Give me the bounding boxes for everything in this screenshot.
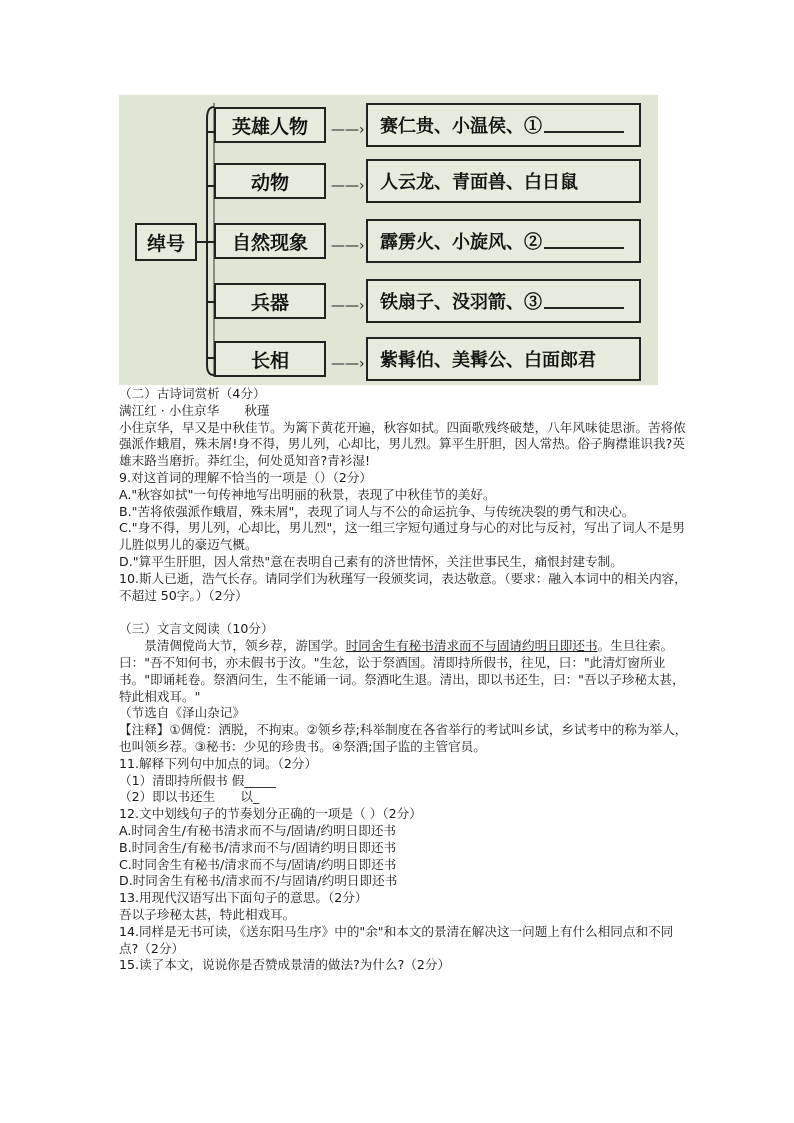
examples-nature-box [366,219,641,263]
category-animal-box: 动物 [214,163,326,199]
answer-blank[interactable]: _____ [244,772,276,788]
answer-blank[interactable]: _ [252,789,260,805]
q11-item-2 [119,789,689,806]
underlined-sentence: 时同舍生有秘书清求而不与固请约明日即还书 [345,638,598,654]
passage-lead: 景清倜傥尚大节，领乡荐，游国学。 [144,638,346,654]
option-a: A."秋容如拭"一句传神地写出明丽的秋景，表现了中秋佳节的美好。 [119,486,496,502]
category-appearance-box: 长相 [214,341,326,377]
arrow-icon: ——› [331,122,365,138]
examples-text: 人云龙、青面兽、白日鼠 [380,172,578,193]
question-9: 9.对这首词的理解不恰当的一项是（）（2分） [119,469,373,485]
category-hero-box: 英雄人物 [214,107,326,143]
exam-content [119,386,689,974]
arrow-icon: ——› [331,178,365,194]
q11-item-text: （2）即以书还生 以 [119,789,253,805]
passage-source: （节选自《泽山杂记》 [119,705,245,721]
question-13: 13.用现代汉语写出下面句子的意思。（2分） [119,890,368,906]
examples-text: 紫髯伯、美髯公、白面郎君 [380,350,596,371]
examples-text: 铁扇子、没羽箭、③ [380,292,542,313]
examples-animal-box [366,159,641,203]
notes [119,722,689,756]
option-c: C."身不得，男儿列，心却比，男儿烈"，这一组三字短句通过身与心的对比与反衬，写出了词人不是男儿胜似男儿的豪迈气概。 [119,520,685,553]
question-11: 11.解释下列句中加点的词。（2分） [119,755,318,771]
question-14: 14.同样是无书可读，《送东阳马生序》中的"余"和本文的景清在解决这一问题上有什么相同点和不同点?（2分） [119,923,674,956]
section-heading: （二）古诗词赏析（4分） [119,386,266,401]
category-weapon-box: 兵器 [214,283,326,319]
answer-blank-2[interactable] [544,233,624,249]
question-12: 12.文中划线句子的节奏划分正确的一项是（ ）（2分） [119,806,422,822]
poem-title: 满江红 · 小住京华 秋瑾 [119,402,270,418]
examples-weapon-box [366,279,641,323]
q12-option-c: C.时同舍生有秘书/清求而不与/固请/约明日即还书 [119,856,397,872]
examples-text: 赛仁贵、小温侯、① [380,116,542,137]
arrow-icon: ——› [331,298,365,314]
examples-appearance-box [366,337,641,381]
answer-blank-1[interactable] [544,117,624,133]
q11-item-text: （1）清即持所假书 假 [119,772,245,788]
q12-option-b: B.时同舍生/有秘书/清求而不与/固请约明日即还书 [119,839,397,855]
q12-option-a: A.时同舍生/有秘书清求而不与/固请/约明日即还书 [119,822,397,838]
q12-option-d: D.时同舍生有秘书/清求而不/与固请/约明日即还书 [119,873,398,889]
classical-passage [119,638,689,705]
q11-item-1 [119,773,689,790]
section-heading: （三）文言文阅读（10分） [119,621,274,637]
option-d: D."算平生肝胆，因人常热"意在表明自己素有的济世情怀，关注世事民生，痛恨封建专制。 [119,553,623,569]
examples-hero-box [366,103,641,147]
answer-blank-3[interactable] [544,293,624,309]
arrow-icon: ——› [331,238,365,254]
question-15: 15.读了本文，说说你是否赞成景清的做法?为什么?（2分） [119,957,451,973]
notes-text: ①倜傥：洒脱，不拘束。②领乡荐;科举制度在各省举行的考试叫乡试，乡试考中的称为举人，也叫领乡荐。③秘书：少见的珍贵书。④祭酒;国子监的主管官员。 [119,722,688,754]
poem-text: 小住京华，早又是中秋佳节。为篱下黄花开遍，秋容如拭。四面歌残终破楚，八年风味徒思浙。苦将侬强派作蛾眉，殊未屑!身不得，男儿列，心却比，男儿烈。算平生肝胆，因人常热。俗子胸襟谁识我?英雄末路当磨折。莽红尘，何处觅知音?青衫湿! [119,419,686,469]
notes-tag: 【注释】 [119,722,170,738]
passage-rest: 。生旦往索。曰："吾不知何书，亦未假书于汝。"生忿，讼于祭酒国。清即持所假书，往见，曰："此清灯窗所业书。"即诵耗卷。祭酒问生，生不能诵一词。祭酒叱生退。清出，即以书还生，曰："吾以子珍秘太甚，特此相戏耳。" [119,638,685,704]
nickname-diagram [119,95,658,385]
category-nature-box: 自然现象 [214,223,326,259]
option-b: B."苦将侬强派作蛾眉，殊未屑"，表现了词人与不公的命运抗争、与传统决裂的勇气和决心。 [119,503,635,519]
examples-text: 霹雳火、小旋风、② [380,232,542,253]
arrow-icon: ——› [331,356,365,372]
root-nickname-box: 绰号 [135,223,197,261]
question-10: 10.斯人已逝，浩气长存。请同学们为秋瑾写一段颁奖词，表达敬意。（要求：融入本词中的相关内容，不超过 50字。）（2分） [119,570,687,603]
q13-sentence: 吾以子珍秘太甚，特此相戏耳。 [119,906,296,922]
